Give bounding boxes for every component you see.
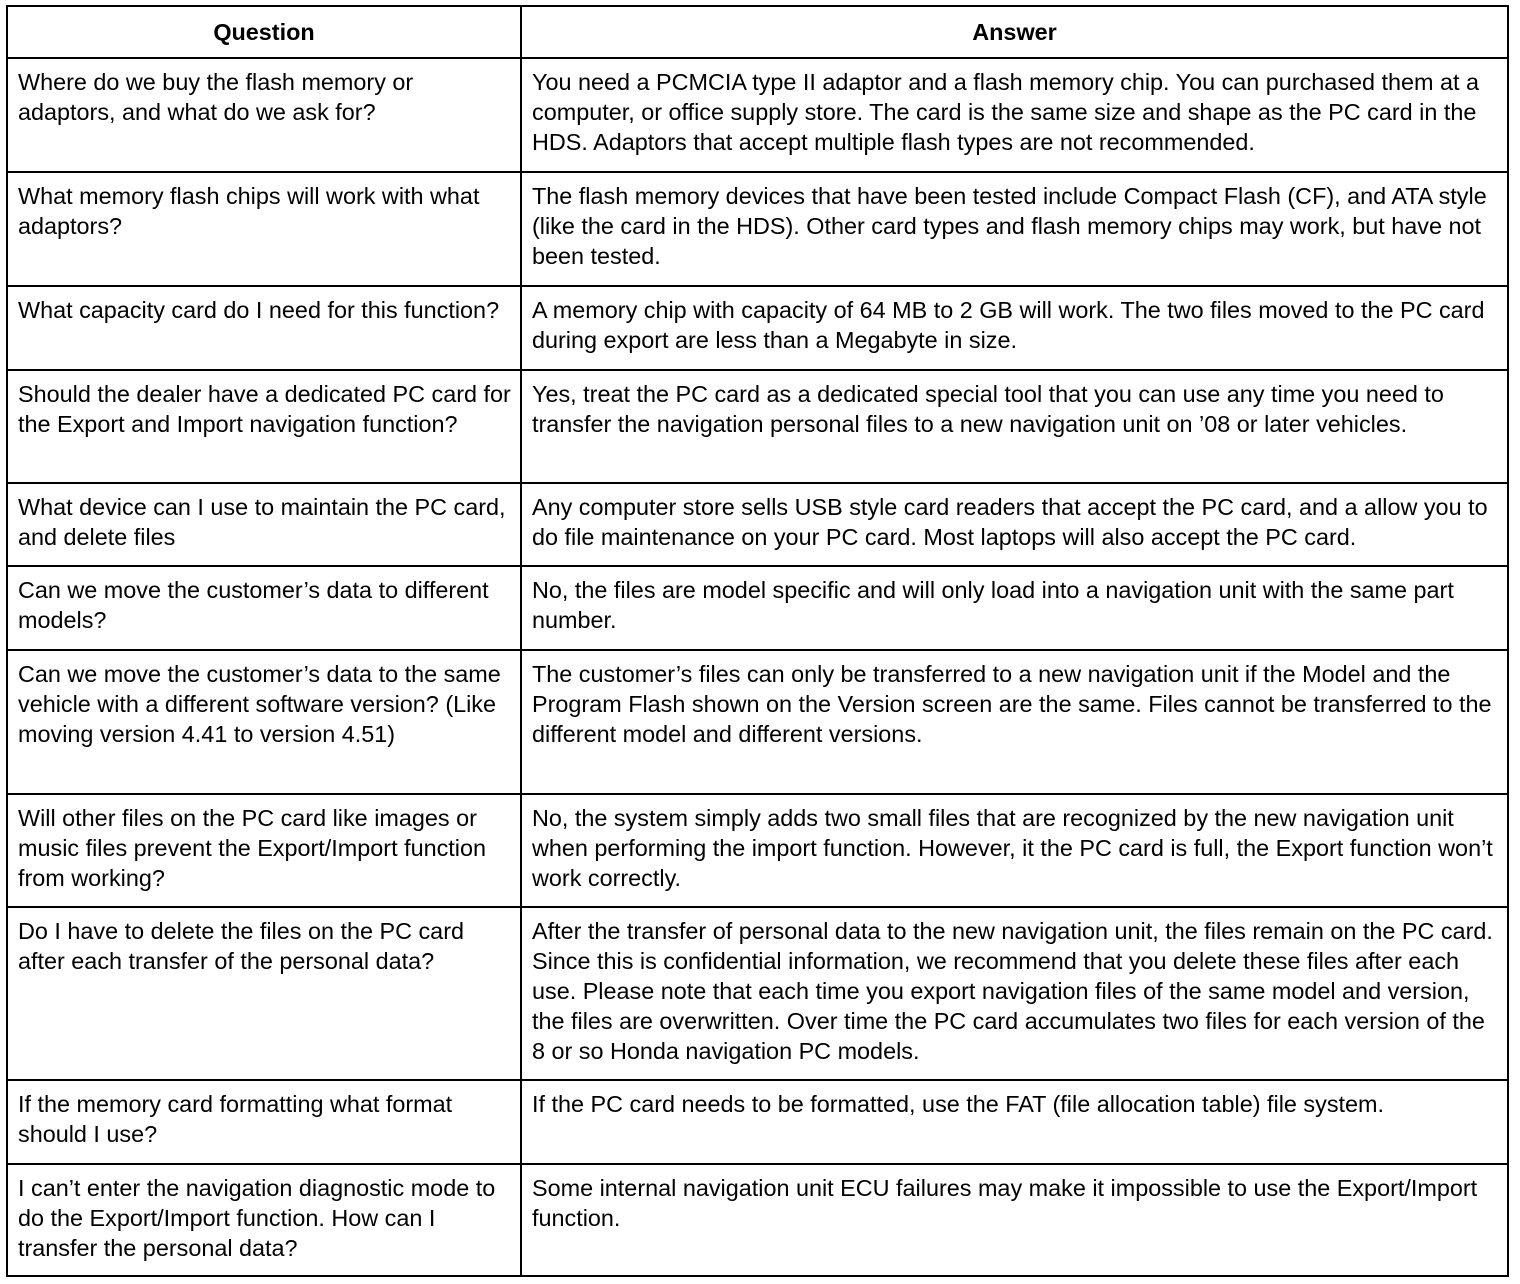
table-row [7,907,1508,1080]
answer-column-header: Answer [521,6,1508,58]
table-row [7,566,1508,650]
answer-cell: No, the system simply adds two small files that are recognized by the new navigation unit when performing the import function. However, it the PC card is full, the Export function won’t work correctly. [521,794,1508,907]
answer-cell: The customer’s files can only be transferred to a new navigation unit if the Model and the Program Flash shown on the Version screen are the same. Files cannot be transferred to the different model and different versions. [521,650,1508,794]
table-row [7,794,1508,907]
table-row [7,1080,1508,1164]
faq-table [6,5,1509,1277]
answer-cell: The flash memory devices that have been tested include Compact Flash (CF), and ATA style (like the card in the HDS). Other card types and flash memory chips may work, but have not been tested. [521,172,1508,286]
question-cell: Should the dealer have a dedicated PC card for the Export and Import navigation function? [7,370,521,483]
question-cell: Do I have to delete the files on the PC card after each transfer of the personal data? [7,907,521,1080]
question-cell: What memory flash chips will work with what adaptors? [7,172,521,286]
answer-cell: Yes, treat the PC card as a dedicated special tool that you can use any time you need to transfer the navigation personal files to a new navigation unit on ’08 or later vehicles. [521,370,1508,483]
question-cell: Will other files on the PC card like images or music files prevent the Export/Import function from working? [7,794,521,907]
table-row [7,1164,1508,1276]
table-row [7,58,1508,172]
answer-cell: Any computer store sells USB style card readers that accept the PC card, and a allow you to do file maintenance on your PC card. Most laptops will also accept the PC card. [521,483,1508,566]
question-cell: What capacity card do I need for this function? [7,286,521,370]
question-cell: Can we move the customer’s data to different models? [7,566,521,650]
answer-cell: A memory chip with capacity of 64 MB to 2 GB will work. The two files moved to the PC card during export are less than a Megabyte in size. [521,286,1508,370]
table-row [7,483,1508,566]
question-column-header: Question [7,6,521,58]
table-row [7,650,1508,794]
question-cell: If the memory card formatting what format should I use? [7,1080,521,1164]
answer-cell: After the transfer of personal data to the new navigation unit, the files remain on the PC card. Since this is confidential information, we recommend that you delete these files after each use. Please note that each time you export navigation files of the same model and version, the files are overwritten. Over time the PC card accumulates two files for each version of the 8 or so Honda navigation PC models. [521,907,1508,1080]
question-cell: What device can I use to maintain the PC card, and delete files [7,483,521,566]
answer-cell: No, the files are model specific and will only load into a navigation unit with the same part number. [521,566,1508,650]
table-row [7,370,1508,483]
table-row [7,286,1508,370]
answer-cell: If the PC card needs to be formatted, use the FAT (file allocation table) file system. [521,1080,1508,1164]
question-cell: I can’t enter the navigation diagnostic mode to do the Export/Import function. How can I transfer the personal data? [7,1164,521,1276]
table-row [7,172,1508,286]
question-cell: Can we move the customer’s data to the same vehicle with a different software version? (Like moving version 4.41 to version 4.51) [7,650,521,794]
question-cell: Where do we buy the flash memory or adaptors, and what do we ask for? [7,58,521,172]
answer-cell: Some internal navigation unit ECU failures may make it impossible to use the Export/Import function. [521,1164,1508,1276]
table-header-row [7,6,1508,58]
answer-cell: You need a PCMCIA type II adaptor and a flash memory chip. You can purchased them at a computer, or office supply store. The card is the same size and shape as the PC card in the HDS. Adaptors that accept multiple flash types are not recommended. [521,58,1508,172]
